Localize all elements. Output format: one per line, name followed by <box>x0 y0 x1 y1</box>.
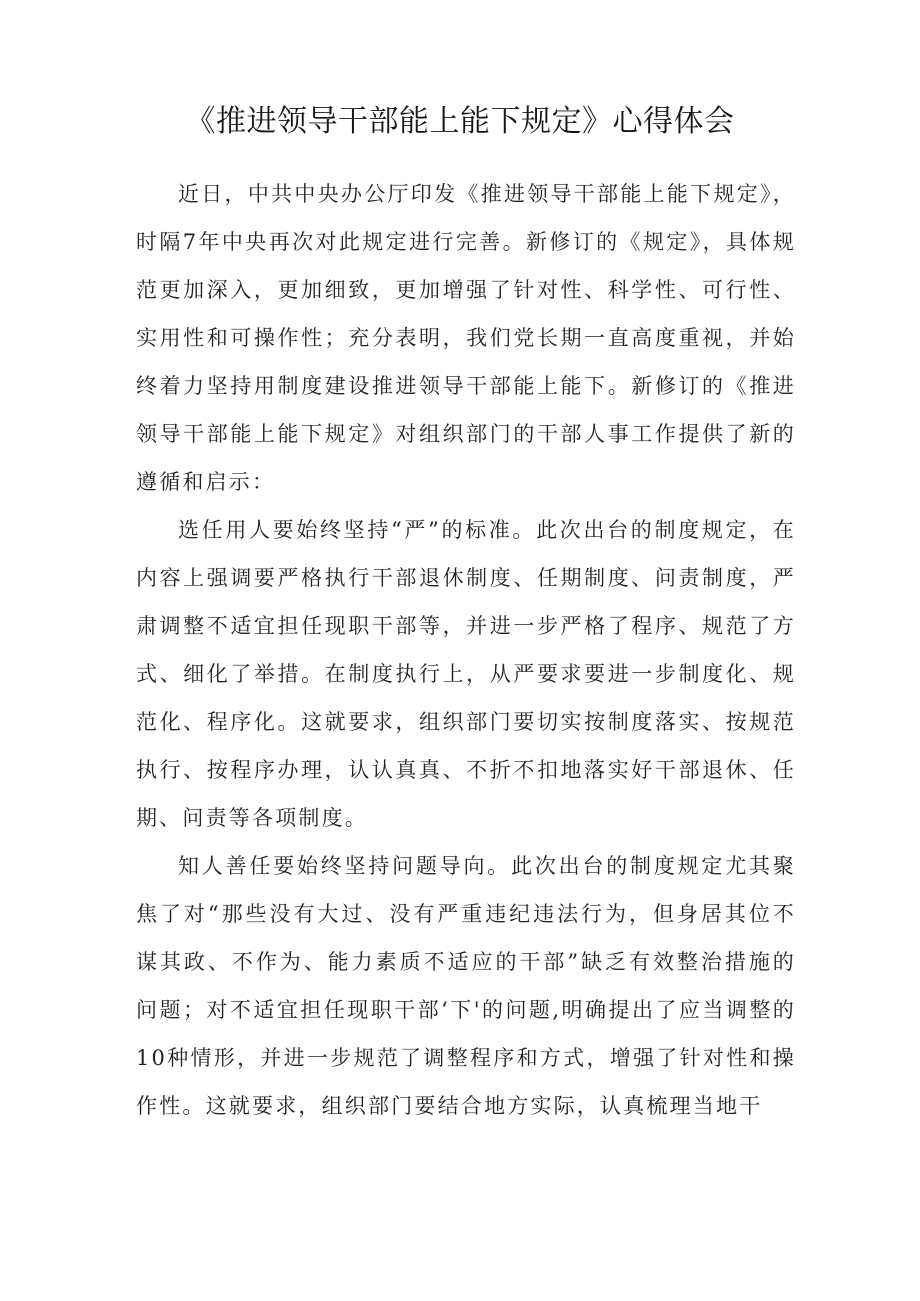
paragraph: 近日，中共中央办公厅印发《推进领导干部能上能下规定》，时隔7年中央再次对此规定进行完善。新修订的《规定》，具体规范更加深入，更加细致，更加增强了针对性、科学性、可行性、实用性和可操作性；充分表明，我们党长期一直高度重视，并始终着力坚持用制度建设推进领导干部能上能下。新修订的《推进领导干部能上能下规定》对组织部门的干部人事工作提供了新的遵循和启示： <box>136 182 796 494</box>
paragraph: 知人善任要始终坚持问题导向。此次出台的制度规定尤其聚焦了对“那些没有大过、没有严重违纪违法行为，但身居其位不谋其政、不作为、能力素质不适应的干部”缺乏有效整治措施的问题；对不适宜担任现职干部‘下'的问题,明确提出了应当调整的10种情形，并进一步规范了调整程序和方式，增强了针对性和操作性。这就要求，组织部门要结合地方实际，认真梳理当地干 <box>136 854 796 1118</box>
paragraph: 选任用人要始终坚持“严”的标准。此次出台的制度规定，在内容上强调要严格执行干部退休制度、任期制度、问责制度，严肃调整不适宜担任现职干部等，并进一步严格了程序、规范了方式、细化了举措。在制度执行上，从严要求要进一步制度化、规范化、程序化。这就要求，组织部门要切实按制度落实、按规范执行、按程序办理，认认真真、不折不扣地落实好干部退休、任期、问责等各项制度。 <box>136 518 796 830</box>
document-body <box>136 170 796 1130</box>
document-title: 《推进领导干部能上能下规定》心得体会 <box>185 104 735 139</box>
